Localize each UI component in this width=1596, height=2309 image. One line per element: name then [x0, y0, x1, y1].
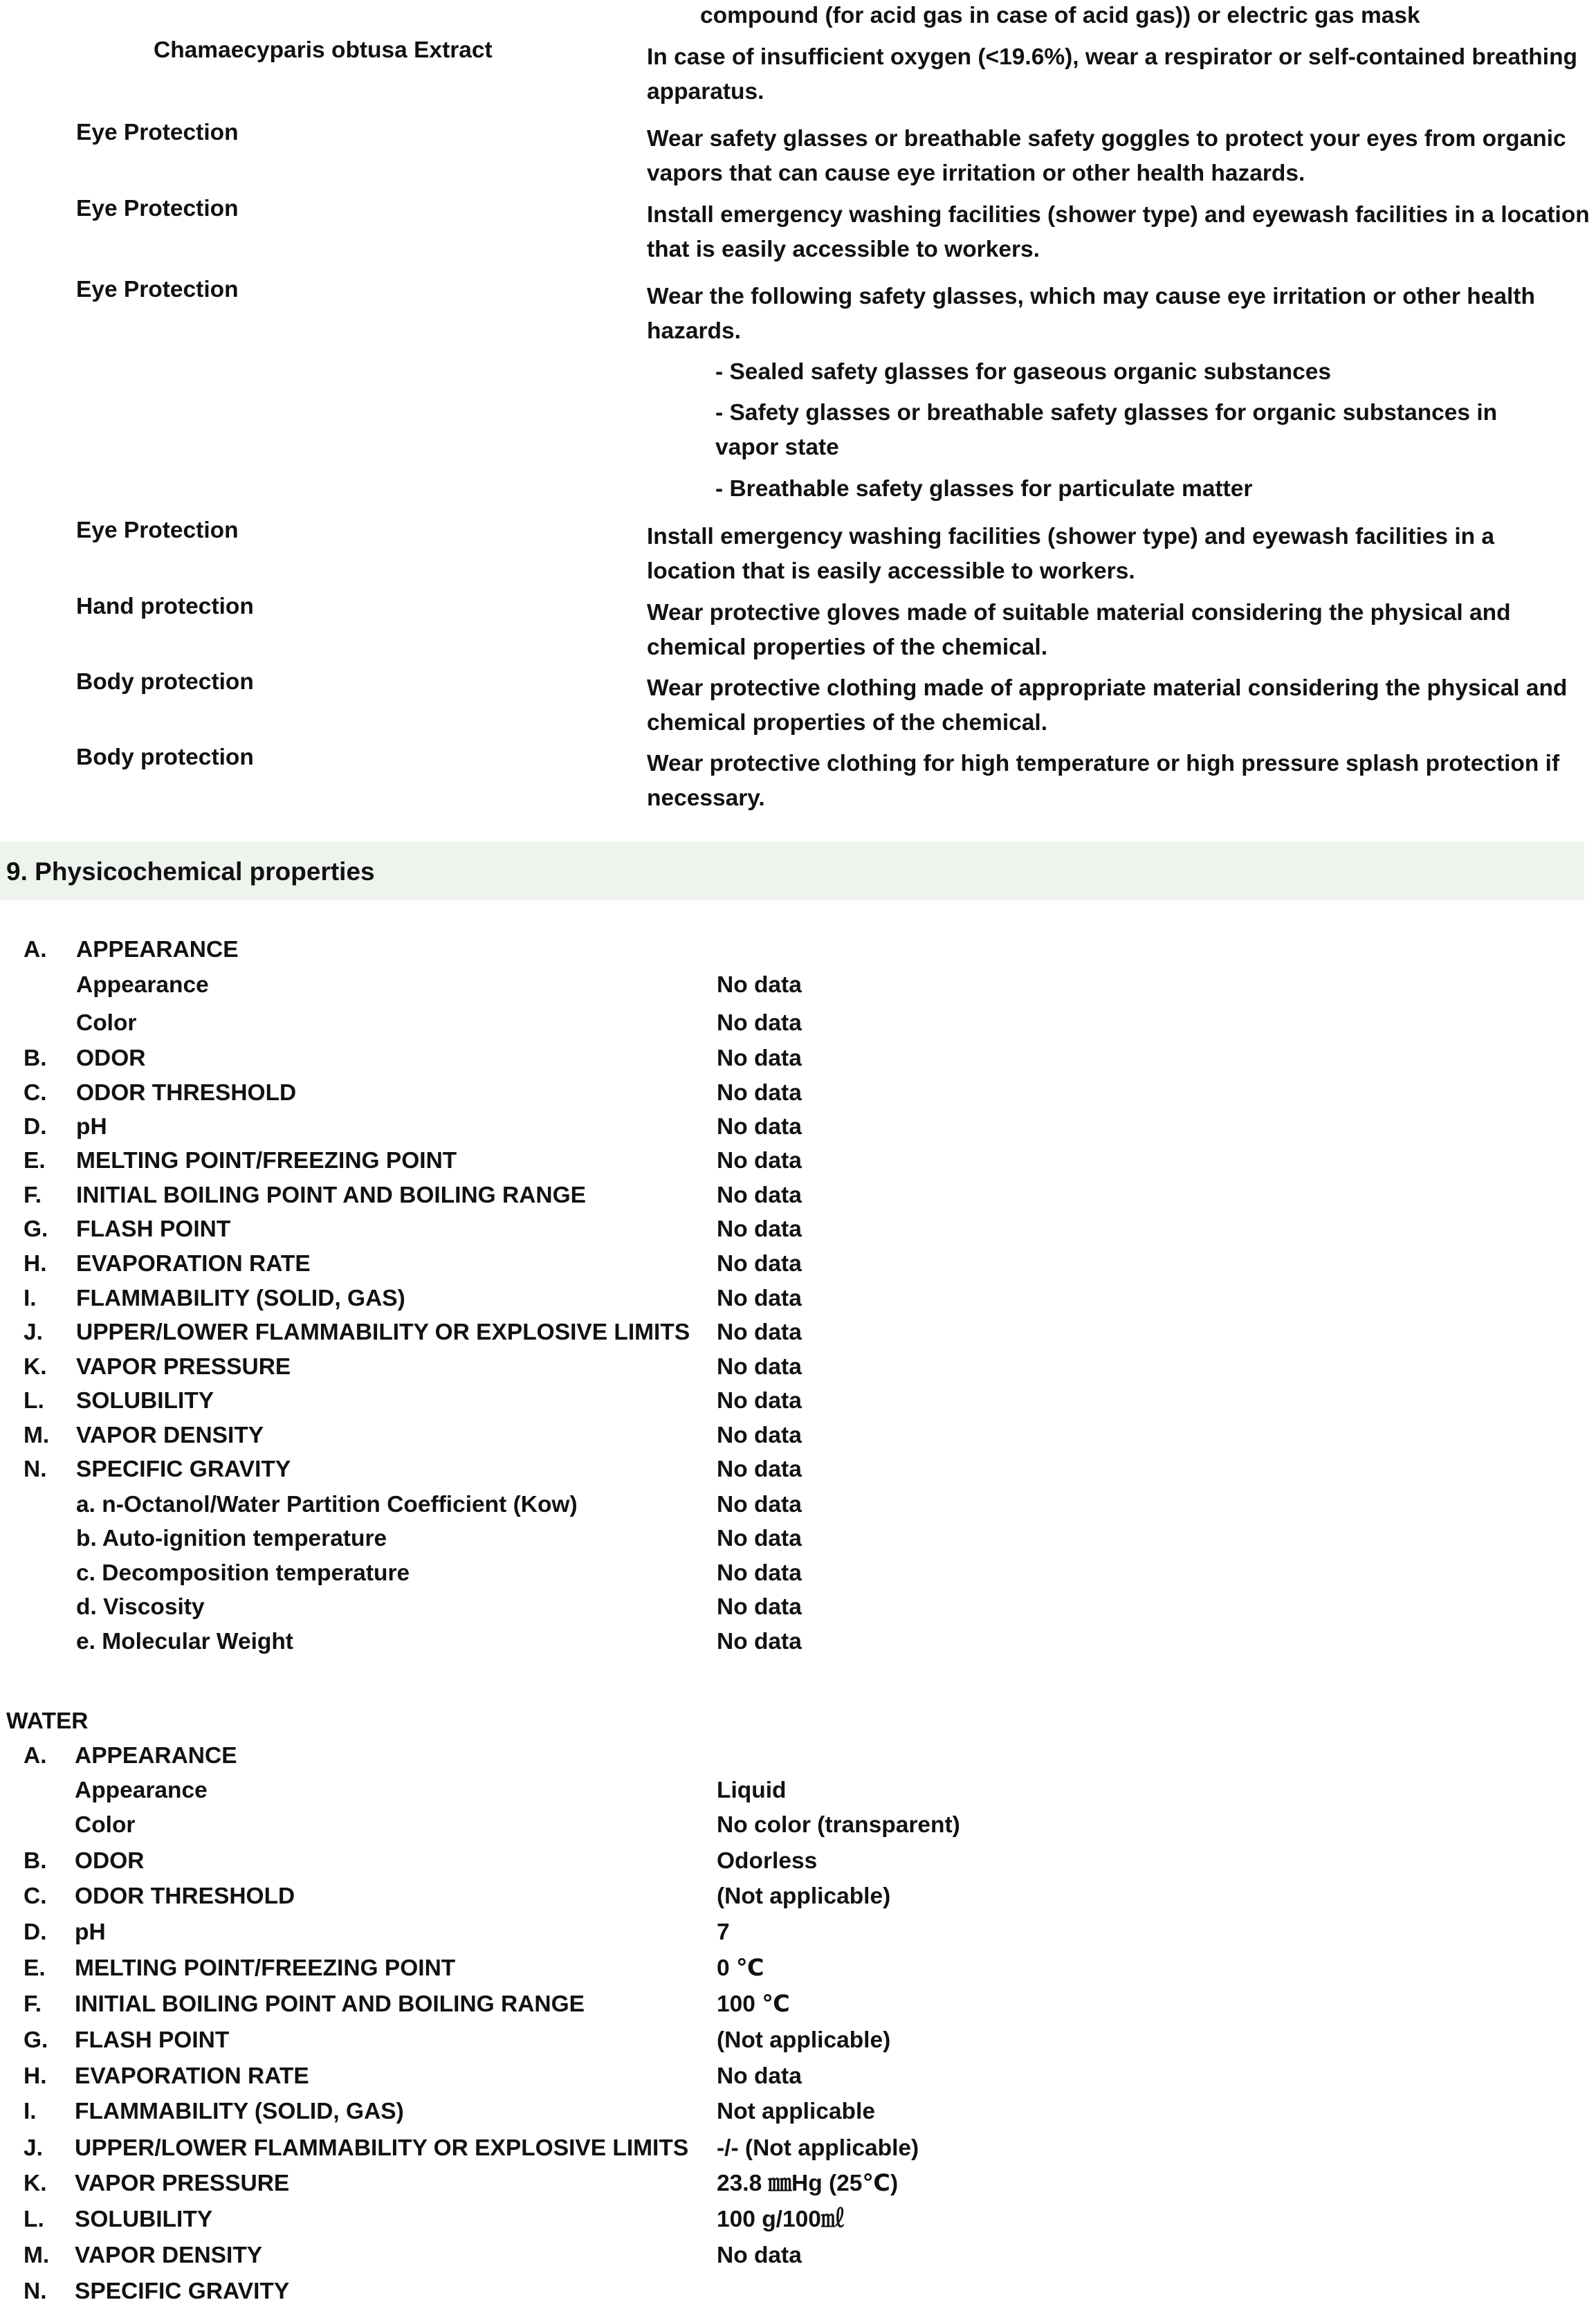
property-label: FLAMMABILITY (SOLID, GAS): [75, 2099, 404, 2124]
property-value: -/- (Not applicable): [717, 2135, 919, 2161]
property-letter: I.: [24, 2099, 37, 2124]
label-eye-protection-2: Eye Protection: [76, 196, 239, 221]
water-property-row: [0, 2238, 1584, 2273]
property-value: No data: [717, 2063, 802, 2089]
property-value: No data: [717, 1629, 802, 1654]
property-value: No data: [717, 1354, 802, 1380]
water-property-row: [0, 2094, 1584, 2129]
property-value: No data: [717, 2243, 802, 2268]
property-label: Appearance: [76, 972, 209, 998]
property-row: [0, 1590, 1584, 1625]
property-row: [0, 1006, 1584, 1041]
property-value: No data: [717, 1594, 802, 1620]
property-label: SOLUBILITY: [75, 2207, 213, 2232]
property-value: No data: [717, 1216, 802, 1242]
property-value: No data: [717, 1251, 802, 1277]
property-letter: G.: [24, 1216, 48, 1242]
property-value: No data: [717, 1148, 802, 1174]
text-eye-protection-2: Install emergency washing facilities (shower type) and eyewash facilities in a location that is easily accessible to workers.: [647, 202, 1590, 262]
property-letter: A.: [24, 937, 47, 962]
property-label: VAPOR DENSITY: [76, 1423, 264, 1448]
property-letter: G.: [24, 2027, 48, 2053]
property-label: UPPER/LOWER FLAMMABILITY OR EXPLOSIVE LIMITS: [75, 2135, 689, 2161]
property-label: a. n-Octanol/Water Partition Coefficient (Kow): [76, 1492, 578, 1517]
property-row: [0, 1110, 1584, 1144]
property-value: No data: [717, 1492, 802, 1517]
property-value: (Not applicable): [717, 2027, 891, 2053]
property-letter: J.: [24, 2135, 43, 2161]
property-value: Odorless: [717, 1848, 818, 1874]
water-property-row: [0, 1773, 1584, 1808]
property-row: [0, 1522, 1584, 1556]
property-row: [0, 1488, 1584, 1522]
text-eye-protection-1: Wear safety glasses or breathable safety goggles to protect your eyes from organic vapors that can cause eye irritation or other health hazards.: [647, 126, 1566, 186]
property-row: [0, 1384, 1584, 1418]
water-property-row: [0, 1879, 1584, 1914]
property-letter: J.: [24, 1320, 43, 1345]
property-value: No data: [717, 1388, 802, 1414]
text-body-protection-2: Wear protective clothing for high temperature or high pressure splash protection if necessary.: [647, 751, 1560, 811]
water-property-row: [0, 2023, 1584, 2058]
property-letter: C.: [24, 1080, 47, 1106]
property-value: No data: [717, 1560, 802, 1586]
property-value: Not applicable: [717, 2099, 875, 2124]
text-eye-protection-4: Install emergency washing facilities (shower type) and eyewash facilities in a location that is easily accessible to workers.: [647, 524, 1495, 584]
property-value: 23.8 ㎜Hg (25℃): [717, 2171, 899, 2196]
property-label: EVAPORATION RATE: [76, 1251, 311, 1277]
property-row: [0, 1247, 1584, 1281]
label-body-protection-2: Body protection: [76, 745, 254, 770]
water-property-row: [0, 2131, 1584, 2166]
property-row: [0, 968, 1584, 1003]
property-letter: B.: [24, 1046, 47, 1071]
property-letter: N.: [24, 1457, 47, 1482]
property-label: SOLUBILITY: [76, 1388, 214, 1414]
property-label: APPEARANCE: [76, 937, 239, 962]
property-label: e. Molecular Weight: [76, 1629, 293, 1654]
property-label: MELTING POINT/FREEZING POINT: [75, 1955, 456, 1981]
property-label: SPECIFIC GRAVITY: [76, 1457, 291, 1482]
property-letter: L.: [24, 2207, 44, 2232]
property-letter: K.: [24, 1354, 47, 1380]
property-label: VAPOR PRESSURE: [76, 1354, 291, 1380]
property-letter: N.: [24, 2279, 47, 2304]
property-value: (Not applicable): [717, 1883, 891, 1909]
property-value: 7: [717, 1919, 730, 1945]
property-letter: D.: [24, 1114, 47, 1140]
text-hand-protection: Wear protective gloves made of suitable material considering the physical and chemical properties of the chemical.: [647, 600, 1511, 660]
property-value: No data: [717, 1286, 802, 1311]
property-label: VAPOR PRESSURE: [75, 2171, 290, 2196]
water-title: WATER: [6, 1708, 89, 1734]
property-value: 100 ℃: [717, 1991, 790, 2017]
property-label: Appearance: [75, 1778, 208, 1803]
property-letter: B.: [24, 1848, 47, 1874]
bullet-sealed-glasses: - Sealed safety glasses for gaseous organic substances: [715, 359, 1331, 385]
property-row: [0, 1041, 1584, 1076]
property-letter: M.: [24, 1423, 50, 1448]
property-label: ODOR THRESHOLD: [75, 1883, 295, 1909]
property-row: [0, 1144, 1584, 1178]
property-letter: F.: [24, 1991, 42, 2017]
property-letter: E.: [24, 1955, 46, 1981]
label-body-protection-1: Body protection: [76, 669, 254, 695]
label-eye-protection-4: Eye Protection: [76, 518, 239, 543]
property-label: UPPER/LOWER FLAMMABILITY OR EXPLOSIVE LIMITS: [76, 1320, 690, 1345]
property-label: ODOR THRESHOLD: [76, 1080, 297, 1106]
text-insufficient-oxygen: In case of insufficient oxygen (<19.6%), wear a respirator or self-contained breathing apparatus.: [647, 44, 1578, 104]
property-row: [0, 1281, 1584, 1316]
property-row: [0, 1076, 1584, 1111]
property-row: [0, 1452, 1584, 1487]
property-value: No data: [717, 1114, 802, 1140]
label-eye-protection-1: Eye Protection: [76, 120, 239, 145]
property-label: INITIAL BOILING POINT AND BOILING RANGE: [76, 1183, 586, 1208]
property-row: [0, 1178, 1584, 1213]
water-property-row: [0, 2059, 1584, 2094]
property-row: [0, 1350, 1584, 1385]
property-letter: C.: [24, 1883, 47, 1909]
property-letter: L.: [24, 1388, 44, 1414]
water-property-row: [0, 2202, 1584, 2237]
label-hand-protection: Hand protection: [76, 594, 254, 619]
property-value: 0 ℃: [717, 1955, 764, 1981]
property-row: [0, 1418, 1584, 1453]
property-value: 100 g/100㎖: [717, 2207, 845, 2232]
section-9-title: 9. Physicochemical properties: [6, 857, 375, 886]
property-label: ODOR: [75, 1848, 145, 1874]
property-row: [0, 1212, 1584, 1247]
property-letter: M.: [24, 2243, 50, 2268]
property-label: INITIAL BOILING POINT AND BOILING RANGE: [75, 1991, 585, 2017]
property-value: No data: [717, 1010, 802, 1036]
property-letter: F.: [24, 1183, 42, 1208]
property-value: No data: [717, 1526, 802, 1551]
property-value: No data: [717, 1320, 802, 1345]
text-body-protection-1: Wear protective clothing made of appropriate material considering the physical and chemical properties of the chemical.: [647, 675, 1568, 736]
property-label: FLAMMABILITY (SOLID, GAS): [76, 1286, 405, 1311]
property-label: b. Auto-ignition temperature: [76, 1526, 387, 1551]
label-eye-protection-3: Eye Protection: [76, 277, 239, 302]
property-label: EVAPORATION RATE: [75, 2063, 309, 2089]
property-letter: K.: [24, 2171, 47, 2196]
property-label: APPEARANCE: [75, 1743, 237, 1769]
water-property-row: [0, 1951, 1584, 1986]
property-value: No data: [717, 1080, 802, 1106]
property-label: d. Viscosity: [76, 1594, 205, 1620]
property-value: No data: [717, 972, 802, 998]
property-row: [0, 933, 1584, 967]
property-label: pH: [75, 1919, 106, 1945]
property-letter: I.: [24, 1286, 37, 1311]
property-letter: E.: [24, 1148, 46, 1174]
water-property-row: [0, 1844, 1584, 1879]
water-property-row: [0, 2166, 1584, 2201]
property-value: No data: [717, 1183, 802, 1208]
property-letter: H.: [24, 1251, 47, 1277]
text-eye-protection-3: Wear the following safety glasses, which may cause eye irritation or other health hazards.: [647, 284, 1535, 344]
bullet-breathable-glasses-particulate: - Breathable safety glasses for particulate matter: [715, 476, 1253, 502]
property-row: [0, 1625, 1584, 1659]
property-value: No data: [717, 1046, 802, 1071]
property-label: VAPOR DENSITY: [75, 2243, 263, 2268]
property-row: [0, 1556, 1584, 1591]
property-letter: D.: [24, 1919, 47, 1945]
water-property-row: [0, 1808, 1584, 1843]
property-value: Liquid: [717, 1778, 787, 1803]
water-property-row: [0, 1915, 1584, 1950]
water-property-row: [0, 2274, 1584, 2309]
property-value: No data: [717, 1423, 802, 1448]
property-value: No data: [717, 1457, 802, 1482]
property-label: pH: [76, 1114, 107, 1140]
property-letter: H.: [24, 2063, 47, 2089]
property-letter: A.: [24, 1743, 47, 1769]
property-value: No color (transparent): [717, 1812, 960, 1838]
item-chamaecyparis: Chamaecyparis obtusa Extract: [154, 37, 493, 63]
water-property-row: [0, 1739, 1584, 1773]
property-label: ODOR: [76, 1046, 146, 1071]
property-label: MELTING POINT/FREEZING POINT: [76, 1148, 457, 1174]
property-label: Color: [75, 1812, 136, 1838]
property-label: SPECIFIC GRAVITY: [75, 2279, 290, 2304]
property-label: Color: [76, 1010, 137, 1036]
water-property-row: [0, 1987, 1584, 2022]
property-row: [0, 1315, 1584, 1350]
property-label: FLASH POINT: [76, 1216, 231, 1242]
property-label: c. Decomposition temperature: [76, 1560, 410, 1586]
bullet-breathable-glasses-vapor: - Safety glasses or breathable safety glasses for organic substances in vapor state: [715, 400, 1498, 460]
text-compound-line: compound (for acid gas in case of acid gas)) or electric gas mask: [700, 3, 1420, 28]
property-label: FLASH POINT: [75, 2027, 230, 2053]
